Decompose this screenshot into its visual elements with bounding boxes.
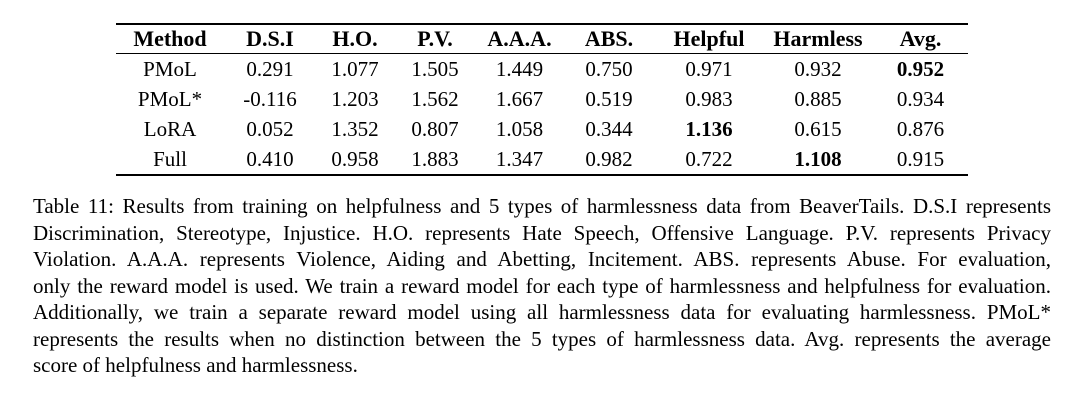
table-row-full — [116, 144, 968, 175]
cell-value: 0.291 — [246, 56, 294, 81]
col-header-helpful: Helpful — [655, 24, 763, 54]
results-table — [116, 23, 968, 176]
cell-value: -0.116 — [243, 86, 297, 111]
col-header-harmless: Harmless — [763, 24, 873, 54]
col-header-avg: Avg. — [873, 24, 968, 54]
col-header-abs: ABS. — [563, 24, 655, 54]
caption-line: only the reward model is used. We train a reward model for each type of harmlessness and helpfulness for evaluation. — [33, 273, 1051, 298]
table-row-pmol — [116, 54, 968, 85]
caption-line: Discrimination, Stereotype, Injustice. H.O. represents Hate Speech, Offensive Language. P.V. represents Privacy — [33, 220, 1051, 245]
table-header-row — [116, 24, 968, 54]
cell-value: 0.722 — [685, 146, 733, 171]
cell-method: PMoL* — [137, 86, 203, 111]
col-header-dsi: D.S.I — [224, 24, 316, 54]
cell-value: 0.958 — [331, 146, 379, 171]
caption-line: Table 11: Results from training on helpfulness and 5 types of harmlessness data from BeaverTails. D.S.I represents — [33, 194, 1051, 218]
col-header-pv: P.V. — [394, 24, 476, 54]
table-caption — [33, 193, 1051, 379]
cell-value: 1.883 — [411, 146, 459, 171]
cell-value: 0.932 — [794, 56, 842, 81]
cell-value: 1.449 — [495, 56, 544, 81]
cell-value: 1.203 — [331, 86, 379, 111]
cell-value: 0.807 — [411, 116, 459, 141]
caption-line: score of helpfulness and harmlessness. — [33, 353, 358, 377]
cell-value: 0.971 — [685, 56, 733, 81]
cell-value: 0.915 — [896, 146, 945, 171]
caption-line: represents the results when no distinction between the 5 types of harmlessness data. Avg. represents the average — [33, 326, 1051, 351]
cell-value: 0.750 — [585, 56, 633, 81]
col-header-aaa: A.A.A. — [476, 24, 563, 54]
cell-value: 0.885 — [794, 86, 842, 111]
cell-value: 0.876 — [896, 116, 945, 141]
cell-method: LoRA — [143, 116, 197, 141]
caption-line: Violation. A.A.A. represents Violence, Aiding and Abetting, Incitement. ABS. represents Abuse. For evaluation, — [33, 247, 1051, 271]
cell-value: 0.615 — [794, 116, 842, 141]
cell-value: 1.058 — [495, 116, 544, 141]
cell-value-best: 0.952 — [896, 56, 945, 81]
cell-value: 1.077 — [331, 56, 379, 81]
cell-value-best: 1.136 — [685, 116, 733, 141]
cell-value: 0.934 — [896, 86, 945, 111]
cell-value: 0.519 — [585, 86, 633, 111]
cell-value: 1.347 — [495, 146, 544, 171]
cell-value: 0.983 — [685, 86, 733, 111]
cell-method: PMoL — [143, 56, 197, 81]
cell-value: 0.410 — [246, 146, 294, 171]
table-row-lora — [116, 114, 968, 144]
cell-value: 0.344 — [585, 116, 633, 141]
cell-value: 1.667 — [495, 86, 544, 111]
col-header-method: Method — [116, 24, 224, 54]
cell-method: Full — [153, 146, 187, 171]
col-header-ho: H.O. — [316, 24, 394, 54]
cell-value: 1.562 — [411, 86, 459, 111]
cell-value: 1.505 — [411, 56, 459, 81]
caption-line: Additionally, we train a separate reward model using all harmlessness data for evaluating harmlessness. PMoL* — [33, 300, 1051, 324]
cell-value-best: 1.108 — [794, 146, 842, 171]
table-row-pmol-star — [116, 84, 968, 114]
cell-value: 1.352 — [331, 116, 379, 141]
cell-value: 0.052 — [246, 116, 294, 141]
cell-value: 0.982 — [585, 146, 633, 171]
